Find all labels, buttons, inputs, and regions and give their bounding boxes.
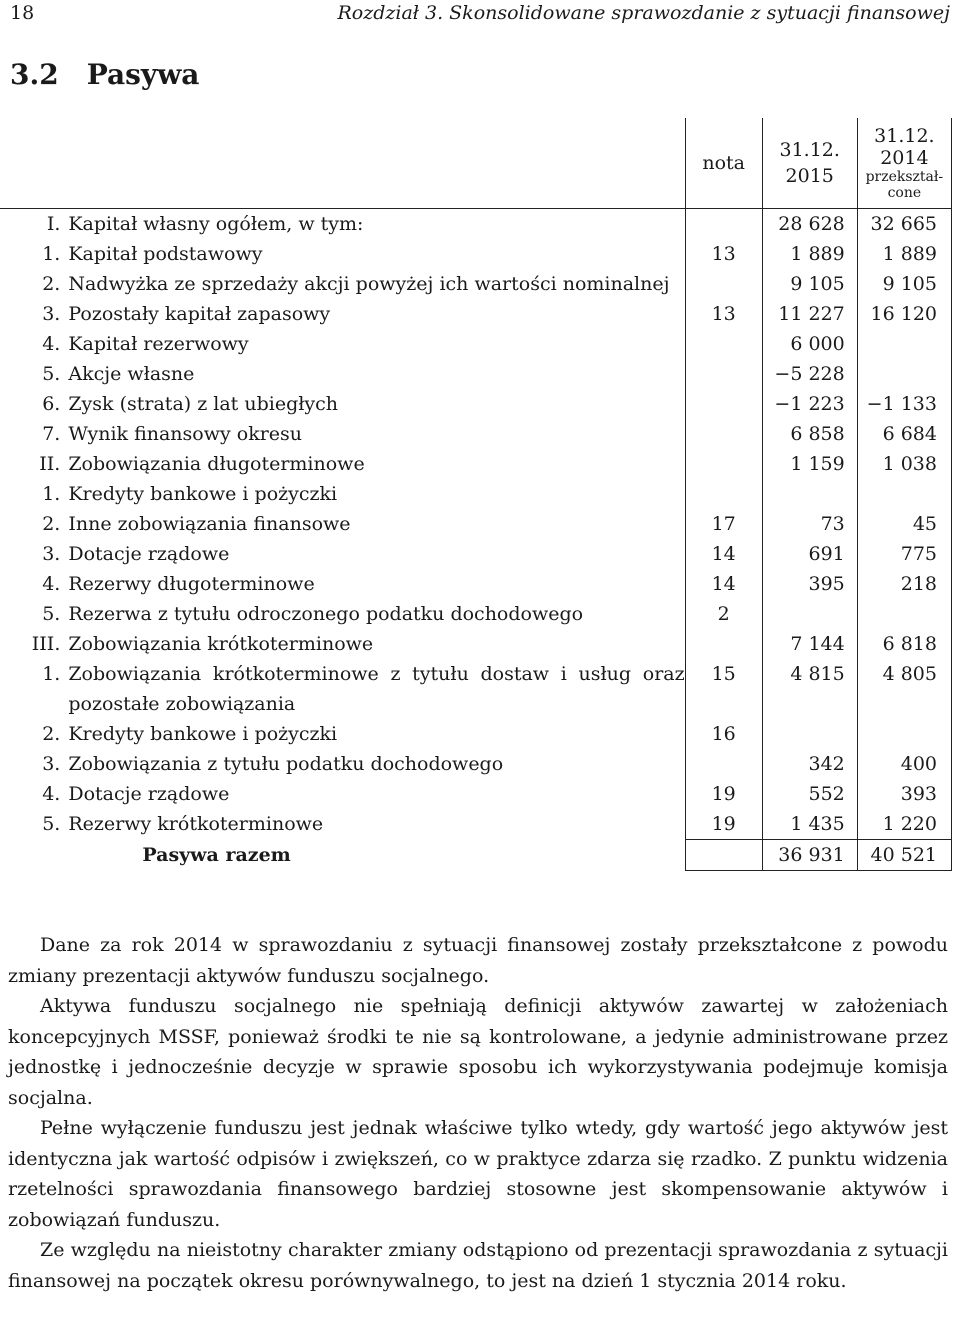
table-row bbox=[0, 509, 952, 539]
table-row bbox=[0, 209, 952, 240]
row-number: I. bbox=[46, 213, 61, 235]
total-label: Pasywa razem bbox=[142, 843, 291, 866]
row-number: 1. bbox=[42, 483, 61, 505]
row-value-2015: 1 889 bbox=[762, 239, 857, 269]
row-nota bbox=[685, 269, 762, 299]
row-number: 5. bbox=[42, 813, 61, 835]
row-number: 1. bbox=[42, 243, 61, 265]
row-value-2015: 552 bbox=[762, 779, 857, 809]
row-value-2015: 1 159 bbox=[762, 449, 857, 479]
table-row bbox=[0, 809, 952, 840]
header-nota: nota bbox=[685, 118, 762, 209]
row-label: Pozostały kapitał zapasowy bbox=[68, 303, 331, 325]
row-number: 7. bbox=[42, 423, 61, 445]
header-2014-note-2: cone bbox=[887, 185, 922, 201]
row-number: 4. bbox=[42, 573, 61, 595]
row-number: 4. bbox=[42, 333, 61, 355]
row-value-2014: 218 bbox=[857, 569, 951, 599]
row-value-2014: 1 038 bbox=[857, 449, 951, 479]
row-nota: 15 bbox=[685, 659, 762, 719]
section-number: 3.2 bbox=[10, 58, 59, 91]
row-value-2014: 4 805 bbox=[857, 659, 951, 719]
header-empty-num bbox=[0, 118, 68, 209]
table-row bbox=[0, 719, 952, 749]
row-nota: 13 bbox=[685, 239, 762, 269]
row-value-2015: −5 228 bbox=[762, 359, 857, 389]
row-value-2014 bbox=[857, 599, 951, 629]
row-value-2014: 393 bbox=[857, 779, 951, 809]
row-value-2014: 6 684 bbox=[857, 419, 951, 449]
header-2014-year: 2014 bbox=[880, 147, 929, 169]
table-row bbox=[0, 629, 952, 659]
total-2015: 36 931 bbox=[762, 840, 857, 871]
row-label: Zobowiązania krótkoterminowe z tytułu dostaw i usług oraz pozostałe zobowiązania bbox=[68, 663, 685, 715]
row-number: 3. bbox=[42, 303, 61, 325]
row-value-2015: 28 628 bbox=[762, 209, 857, 240]
running-title: Rozdział 3. Skonsolidowane sprawozdanie z sytuacji finansowej bbox=[337, 2, 950, 24]
row-label: Dotacje rządowe bbox=[68, 783, 230, 805]
table-row bbox=[0, 329, 952, 359]
row-number: 6. bbox=[42, 393, 61, 415]
row-value-2014 bbox=[857, 359, 951, 389]
row-value-2014 bbox=[857, 329, 951, 359]
header-2015-year: 2015 bbox=[785, 165, 834, 187]
row-value-2014: 775 bbox=[857, 539, 951, 569]
table-row bbox=[0, 749, 952, 779]
table-row bbox=[0, 479, 952, 509]
section-title: Pasywa bbox=[86, 58, 200, 91]
liabilities-table bbox=[0, 118, 952, 871]
row-value-2014: 9 105 bbox=[857, 269, 951, 299]
row-nota bbox=[685, 419, 762, 449]
row-label: Kredyty bankowe i pożyczki bbox=[68, 723, 338, 745]
row-value-2015: 7 144 bbox=[762, 629, 857, 659]
row-value-2015 bbox=[762, 719, 857, 749]
table-row bbox=[0, 449, 952, 479]
row-label: Zysk (strata) z lat ubiegłych bbox=[68, 393, 339, 415]
row-number: 2. bbox=[42, 273, 61, 295]
row-number: 2. bbox=[42, 723, 61, 745]
row-label: Rezerwy długoterminowe bbox=[68, 573, 315, 595]
row-label: Kapitał własny ogółem, w tym: bbox=[68, 213, 364, 235]
row-value-2015: 6 000 bbox=[762, 329, 857, 359]
table-row bbox=[0, 569, 952, 599]
row-value-2014: 16 120 bbox=[857, 299, 951, 329]
header-2014 bbox=[857, 118, 951, 209]
row-number: 3. bbox=[42, 543, 61, 565]
row-nota: 19 bbox=[685, 809, 762, 840]
row-label: Kredyty bankowe i pożyczki bbox=[68, 483, 338, 505]
row-value-2015 bbox=[762, 479, 857, 509]
row-nota bbox=[685, 629, 762, 659]
header-2015 bbox=[762, 118, 857, 209]
row-value-2014: 6 818 bbox=[857, 629, 951, 659]
note-paragraph: Ze względu na nieistotny charakter zmiany odstąpiono od prezentacji sprawozdania z sytuacji finansowej na początek okresu porównywalnego, to jest na dzień 1 stycznia 2014 roku. bbox=[8, 1239, 948, 1292]
table-header-row bbox=[0, 118, 952, 209]
table-row bbox=[0, 539, 952, 569]
header-2014-note-1: przekształ- bbox=[865, 169, 944, 185]
row-value-2015: 691 bbox=[762, 539, 857, 569]
row-value-2015: 1 435 bbox=[762, 809, 857, 840]
row-value-2014 bbox=[857, 719, 951, 749]
explanatory-notes bbox=[8, 930, 948, 1296]
header-2015-date: 31.12. bbox=[779, 139, 840, 161]
row-nota: 17 bbox=[685, 509, 762, 539]
row-number: 5. bbox=[42, 603, 61, 625]
table-row bbox=[0, 299, 952, 329]
row-value-2014: 1 889 bbox=[857, 239, 951, 269]
table-row bbox=[0, 659, 952, 719]
row-value-2015: −1 223 bbox=[762, 389, 857, 419]
row-label: Rezerwy krótkoterminowe bbox=[68, 813, 324, 835]
row-number: II. bbox=[39, 453, 61, 475]
table-row bbox=[0, 389, 952, 419]
row-label: Nadwyżka ze sprzedaży akcji powyżej ich wartości nominalnej bbox=[68, 273, 670, 295]
row-label: Zobowiązania długoterminowe bbox=[68, 453, 365, 475]
page-header bbox=[10, 2, 950, 30]
row-value-2015: 11 227 bbox=[762, 299, 857, 329]
row-value-2015: 4 815 bbox=[762, 659, 857, 719]
row-value-2015 bbox=[762, 599, 857, 629]
row-nota bbox=[685, 209, 762, 240]
total-num bbox=[0, 840, 68, 871]
row-number: 2. bbox=[42, 513, 61, 535]
row-nota bbox=[685, 359, 762, 389]
row-label: Zobowiązania krótkoterminowe bbox=[68, 633, 374, 655]
row-value-2014: 32 665 bbox=[857, 209, 951, 240]
note-paragraph: Aktywa funduszu socjalnego nie spełniają definicji aktywów zawartej w założeniach koncepcyjnych MSSF, ponieważ środki te nie są kontrolowane, a jedynie administrowane przez jednostkę i jednocześnie decyzje w sprawie sposobu ich wykorzystywania podejmuje komisja socjalna. bbox=[8, 995, 948, 1109]
row-value-2015: 6 858 bbox=[762, 419, 857, 449]
row-nota bbox=[685, 449, 762, 479]
row-nota bbox=[685, 479, 762, 509]
row-nota bbox=[685, 329, 762, 359]
row-label: Kapitał podstawowy bbox=[68, 243, 263, 265]
table-body bbox=[0, 209, 952, 840]
row-label: Inne zobowiązania finansowe bbox=[68, 513, 351, 535]
row-value-2015: 9 105 bbox=[762, 269, 857, 299]
note-paragraph: Pełne wyłączenie funduszu jest jednak właściwe tylko wtedy, gdy wartość jego aktywów jest identyczna jak wartość odpisów i zwiększeń, co w praktyce zdarza się rzadko. Z punktu widzenia rzetelności sprawozdania finansowego bardziej stosowne jest skompensowanie aktywów i zobowiązań funduszu. bbox=[8, 1117, 948, 1231]
page-number: 18 bbox=[10, 2, 35, 24]
header-empty-label bbox=[68, 118, 685, 209]
table-row bbox=[0, 779, 952, 809]
row-label: Kapitał rezerwowy bbox=[68, 333, 249, 355]
row-label: Akcje własne bbox=[68, 363, 195, 385]
row-nota: 19 bbox=[685, 779, 762, 809]
row-value-2015: 342 bbox=[762, 749, 857, 779]
row-label: Rezerwa z tytułu odroczonego podatku dochodowego bbox=[68, 603, 584, 625]
table-row bbox=[0, 359, 952, 389]
row-nota bbox=[685, 749, 762, 779]
row-value-2015: 73 bbox=[762, 509, 857, 539]
row-label: Wynik finansowy okresu bbox=[68, 423, 303, 445]
row-value-2014: 400 bbox=[857, 749, 951, 779]
row-nota bbox=[685, 389, 762, 419]
table-row bbox=[0, 239, 952, 269]
header-2014-date: 31.12. bbox=[874, 125, 935, 147]
total-nota bbox=[685, 840, 762, 871]
note-paragraph: Dane za rok 2014 w sprawozdaniu z sytuacji finansowej zostały przekształcone z powodu zmiany prezentacji aktywów funduszu socjalnego. bbox=[8, 934, 948, 987]
row-nota: 14 bbox=[685, 539, 762, 569]
table-row bbox=[0, 419, 952, 449]
row-nota: 16 bbox=[685, 719, 762, 749]
row-value-2014 bbox=[857, 479, 951, 509]
row-value-2015: 395 bbox=[762, 569, 857, 599]
row-number: 1. bbox=[42, 663, 61, 685]
row-nota: 14 bbox=[685, 569, 762, 599]
table-row bbox=[0, 599, 952, 629]
row-value-2014: −1 133 bbox=[857, 389, 951, 419]
total-row bbox=[0, 840, 952, 871]
row-value-2014: 1 220 bbox=[857, 809, 951, 840]
total-2014: 40 521 bbox=[857, 840, 951, 871]
row-number: III. bbox=[31, 633, 61, 655]
row-value-2014: 45 bbox=[857, 509, 951, 539]
row-label: Dotacje rządowe bbox=[68, 543, 230, 565]
row-nota: 2 bbox=[685, 599, 762, 629]
row-nota: 13 bbox=[685, 299, 762, 329]
table-row bbox=[0, 269, 952, 299]
row-number: 3. bbox=[42, 753, 61, 775]
row-label: Zobowiązania z tytułu podatku dochodowego bbox=[68, 753, 504, 775]
row-number: 5. bbox=[42, 363, 61, 385]
row-number: 4. bbox=[42, 783, 61, 805]
section-heading bbox=[10, 58, 199, 91]
